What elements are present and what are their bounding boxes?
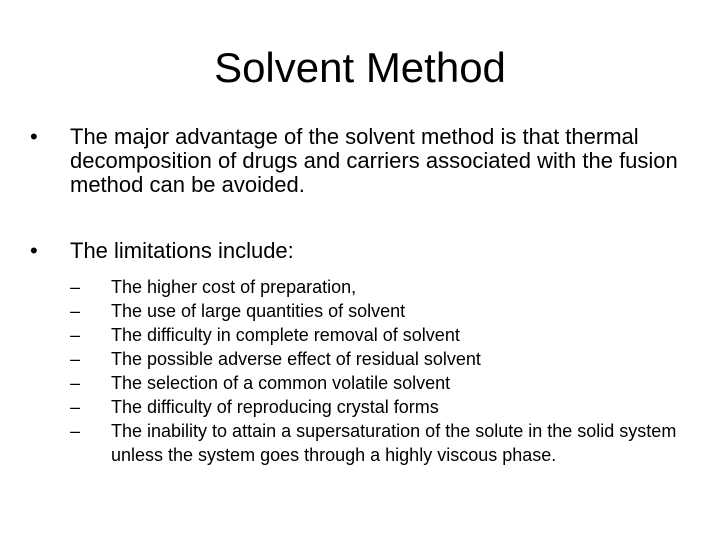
sub-item-text: The use of large quantities of solvent [111, 301, 406, 321]
sub-list-item [70, 323, 680, 347]
sub-item-text: The difficulty of reproducing crystal forms [111, 397, 439, 417]
slide-title: Solvent Method [214, 44, 506, 91]
dash-marker: – [70, 397, 81, 417]
bullet-item-limitations [30, 239, 680, 467]
bullet-list [30, 125, 680, 509]
sub-list-item [70, 419, 680, 467]
dash-marker: – [70, 373, 81, 393]
dash-marker: – [70, 325, 81, 345]
dash-marker: – [70, 349, 81, 369]
bullet-marker: • [30, 124, 38, 149]
dash-marker: – [70, 301, 81, 321]
bullet-text: The limitations include: [70, 238, 294, 263]
dash-marker: – [70, 421, 81, 441]
limitations-sub-list [70, 275, 680, 467]
sub-list-item [70, 275, 680, 299]
sub-item-text: The higher cost of preparation, [111, 277, 357, 297]
sub-list-item [70, 371, 680, 395]
sub-list-item [70, 395, 680, 419]
bullet-text: The major advantage of the solvent method is that thermal decomposition of drugs and carriers associated with the fusion method can be avoided. [70, 124, 678, 197]
bullet-marker: • [30, 238, 38, 263]
sub-item-text: The difficulty in complete removal of solvent [111, 325, 460, 345]
bullet-item-advantage [30, 125, 680, 197]
sub-list-item [70, 299, 680, 323]
sub-item-text: The selection of a common volatile solvent [111, 373, 451, 393]
sub-item-text: The inability to attain a supersaturation of the solute in the solid system unless the system goes through a highly viscous phase. [111, 421, 677, 465]
dash-marker: – [70, 277, 81, 297]
sub-item-text: The possible adverse effect of residual solvent [111, 349, 481, 369]
sub-list-item [70, 347, 680, 371]
